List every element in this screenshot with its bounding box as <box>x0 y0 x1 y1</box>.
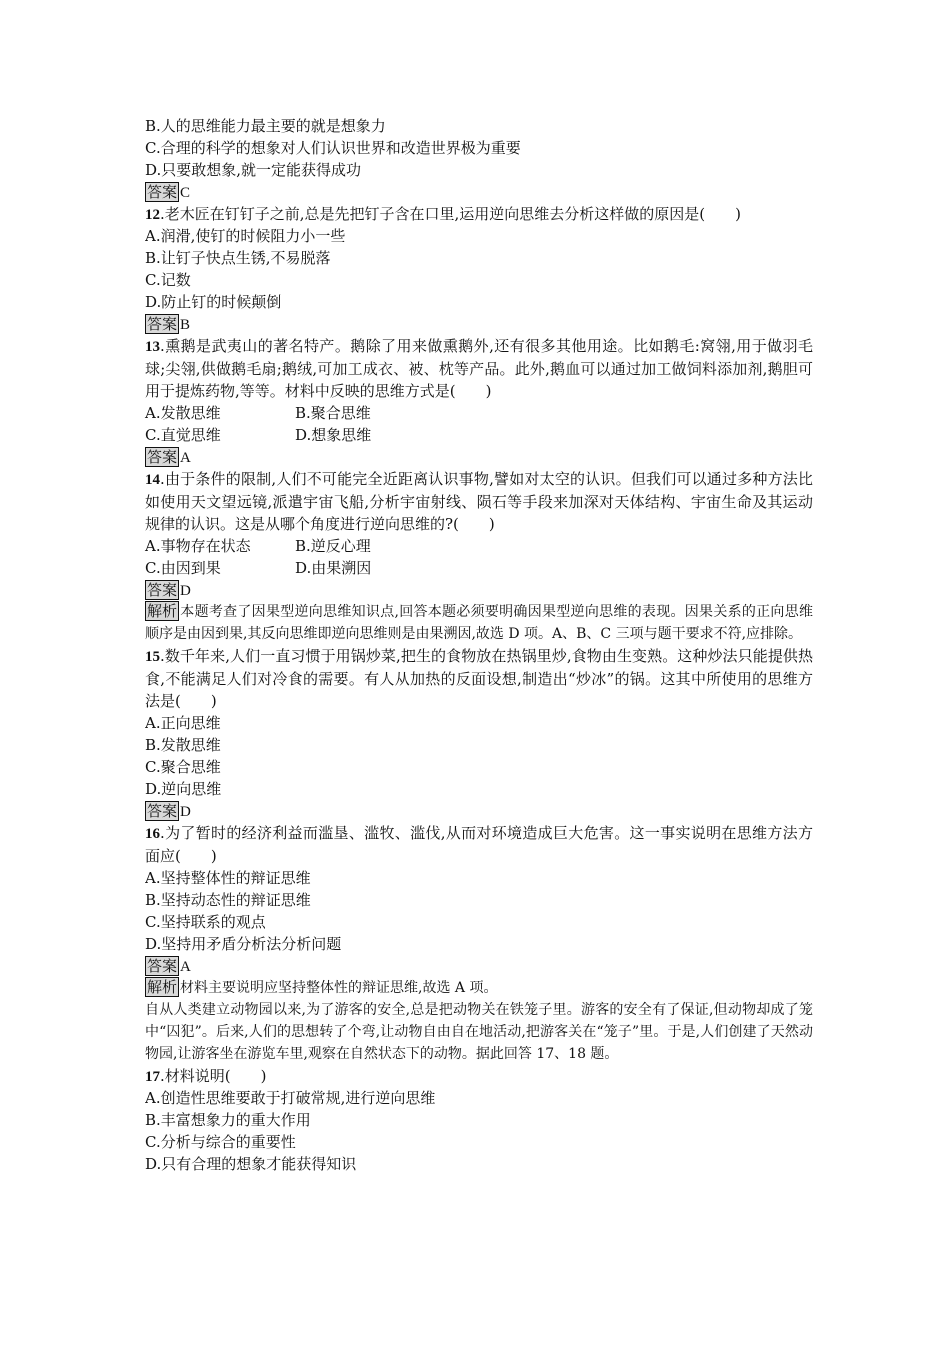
q16-stem <box>145 822 813 867</box>
q14-explanation <box>145 601 813 645</box>
answer-tag: 答案 <box>147 957 178 975</box>
q16-option-c: C.坚持联系的观点 <box>145 913 266 931</box>
q17-stem <box>145 1065 813 1087</box>
q17-option-d: D.只有合理的想象才能获得知识 <box>145 1155 357 1173</box>
question-number: 15 <box>145 649 160 665</box>
q16-explanation <box>145 977 813 999</box>
explain-text: 本题考查了因果型逆向思维知识点,回答本题必须要明确因果型逆向思维的表现。因果关系的正向思维顺序是由因到果,其反向思维即逆向思维则是由果溯因,故选 D 项。A、B、C 三项与题干要求不符,应排除。 <box>145 604 813 642</box>
q11-option-c: C.合理的科学的想象对人们认识世界和改造世界极为重要 <box>145 139 521 157</box>
q15-option-a: A.正向思维 <box>145 714 221 732</box>
q12-option-d: D.防止钉的时候颠倒 <box>145 293 282 311</box>
q14-stem <box>145 468 813 535</box>
q16-option-d: D.坚持用矛盾分析法分析问题 <box>145 935 342 953</box>
answer-value: D <box>180 583 191 599</box>
q17-option-a: A.创造性思维要敢于打破常规,进行逆向思维 <box>145 1089 436 1107</box>
question-stem: .老木匠在钉钉子之前,总是先把钉子含在口里,运用逆向思维去分析这样做的原因是( ) <box>160 205 742 223</box>
q13-option-a: A.发散思维 <box>145 404 221 422</box>
question-number: 12 <box>145 207 160 223</box>
question-number: 16 <box>145 826 160 842</box>
q15-option-b: B.发散思维 <box>145 736 221 754</box>
answer-value: A <box>180 959 191 975</box>
q12-answer <box>145 313 813 335</box>
answer-tag: 答案 <box>147 183 178 201</box>
explain-tag: 解析 <box>147 602 178 620</box>
q12-option-c: C.记数 <box>145 271 191 289</box>
question-stem: .数千年来,人们一直习惯于用锅炒菜,把生的食物放在热锅里炒,食物由生变熟。这种炒法只能提供热食,不能满足人们对冷食的需要。有人从加热的反面设想,制造出“炒冰”的锅。这其中所使用的思维方法是( ) <box>145 647 813 710</box>
question-stem: .材料说明( ) <box>160 1067 267 1085</box>
q14-option-b: B.逆反心理 <box>295 537 371 555</box>
q11-option-d: D.只要敢想象,就一定能获得成功 <box>145 161 362 179</box>
q12-stem <box>145 203 813 225</box>
answer-tag: 答案 <box>147 448 178 466</box>
answer-value: C <box>180 185 191 201</box>
q16-answer <box>145 955 813 977</box>
q13-options-row-1 <box>145 402 813 424</box>
answer-tag: 答案 <box>147 581 178 599</box>
q14-answer <box>145 579 813 601</box>
q15-option-d: D.逆向思维 <box>145 780 222 798</box>
q13-option-b: B.聚合思维 <box>295 404 371 422</box>
question-stem: .熏鹅是武夷山的著名特产。鹅除了用来做熏鹅外,还有很多其他用途。比如鹅毛:窝翎,用于做羽毛球;尖翎,供做鹅毛扇;鹅绒,可加工成衣、被、枕等产品。此外,鹅血可以通过加工做饲料添加剂,鹅胆可用于提炼药物,等等。材料中反映的思维方式是( ) <box>145 337 813 400</box>
q16-option-b: B.坚持动态性的辩证思维 <box>145 891 311 909</box>
q14-option-d: D.由果溯因 <box>295 559 372 577</box>
question-number: 13 <box>145 339 160 355</box>
q12-option-b: B.让钉子快点生锈,不易脱落 <box>145 249 331 267</box>
answer-tag: 答案 <box>147 315 178 333</box>
q13-option-c: C.直觉思维 <box>145 426 221 444</box>
q14-option-c: C.由因到果 <box>145 559 221 577</box>
q15-stem <box>145 645 813 712</box>
question-stem: .由于条件的限制,人们不可能完全近距离认识事物,譬如对太空的认识。但我们可以通过多种方法比如使用天文望远镜,派遣宇宙飞船,分析宇宙射线、陨石等手段来加深对天体结构、宇宙生命及其运动规律的认识。这是从哪个角度进行逆向思维的?( ) <box>145 470 813 533</box>
answer-value: A <box>180 450 191 466</box>
q14-option-a: A.事物存在状态 <box>145 537 251 555</box>
q15-answer <box>145 800 813 822</box>
answer-tag: 答案 <box>147 802 178 820</box>
answer-value: B <box>180 317 191 333</box>
question-number: 17 <box>145 1069 160 1085</box>
q11-answer <box>145 181 813 203</box>
document-page <box>145 115 813 1175</box>
q16-option-a: A.坚持整体性的辩证思维 <box>145 869 311 887</box>
q14-options-row-1 <box>145 535 813 557</box>
question-number: 14 <box>145 472 160 488</box>
q17-option-b: B.丰富想象力的重大作用 <box>145 1111 311 1129</box>
q11-option-b: B.人的思维能力最主要的就是想象力 <box>145 117 386 135</box>
q15-option-c: C.聚合思维 <box>145 758 221 776</box>
q12-option-a: A.润滑,使钉的时候阻力小一些 <box>145 227 346 245</box>
explain-text: 材料主要说明应坚持整体性的辩证思维,故选 A 项。 <box>180 980 498 996</box>
q14-options-row-2 <box>145 557 813 579</box>
answer-value: D <box>180 804 191 820</box>
reading-material: 自从人类建立动物园以来,为了游客的安全,总是把动物关在铁笼子里。游客的安全有了保证,但动物却成了笼中“囚犯”。后来,人们的思想转了个弯,让动物自由自在地活动,把游客关在“笼子”里。于是,人们创建了天然动物园,让游客坐在游览车里,观察在自然状态下的动物。据此回答 17、18 题。 <box>145 1002 813 1062</box>
q13-stem <box>145 335 813 402</box>
explain-tag: 解析 <box>147 978 178 996</box>
q13-answer <box>145 446 813 468</box>
q13-options-row-2 <box>145 424 813 446</box>
q13-option-d: D.想象思维 <box>295 426 372 444</box>
q17-option-c: C.分析与综合的重要性 <box>145 1133 296 1151</box>
question-stem: .为了暂时的经济利益而滥垦、滥牧、滥伐,从而对环境造成巨大危害。这一事实说明在思维方法方面应( ) <box>145 824 813 865</box>
